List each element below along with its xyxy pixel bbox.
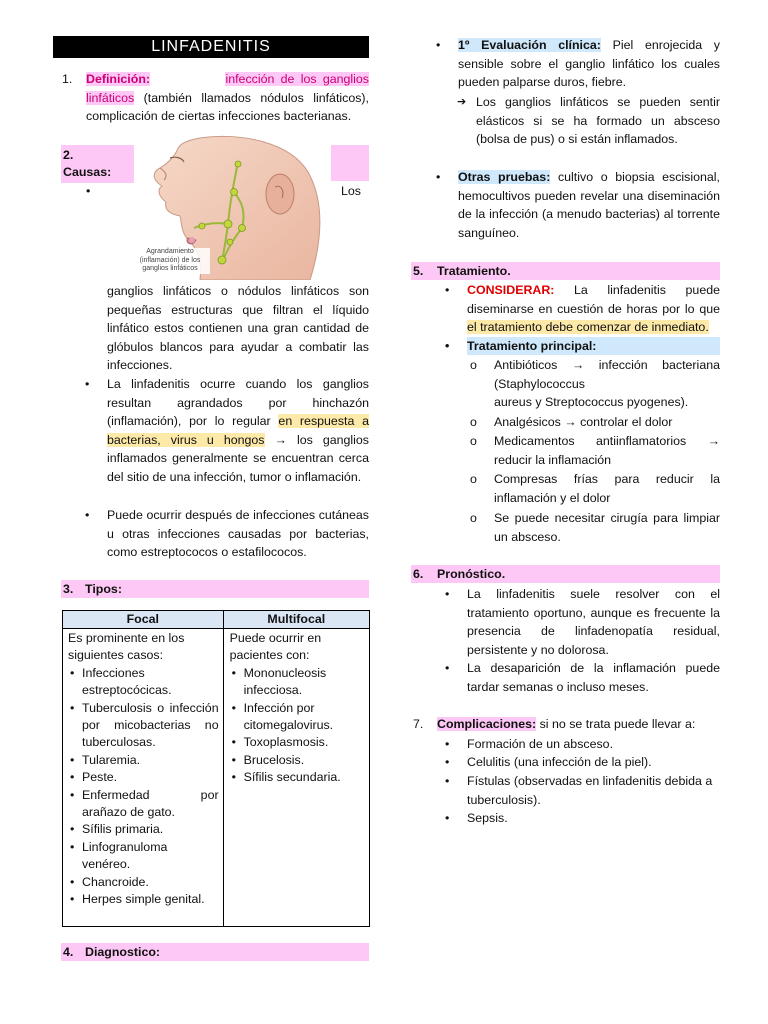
section-6-heading — [411, 565, 720, 583]
considerar-highlight: el tratamiento debe comenzar de inmediato. — [467, 320, 709, 335]
causes-b2-start: La linfadenitis ocurre cuando los ganglios resultan agrandados por hinchazón (inflamación), por lo regular — [107, 377, 369, 429]
complication-item: • Formación de un absceso. — [467, 735, 720, 754]
causes-b1-start: Los — [341, 184, 361, 198]
other-tests-text: cultivo o biopsia escisional, hemocultivos pueden revelar una diseminación de la infección (a menudo bacterias) al torrente sanguíneo. — [458, 170, 720, 240]
multifocal-cell — [223, 629, 369, 927]
focal-item: • Sífilis primaria. — [68, 821, 219, 838]
treatment-item: o Antibióticos → infección bacteriana (Staphylococcus — [494, 356, 720, 393]
focal-intro: Es prominente en los siguientes casos: — [68, 631, 185, 663]
diagnosis-bullet-2 — [458, 168, 720, 242]
focal-item: • Tularemia. — [68, 752, 219, 769]
treatment-principal-label: • Tratamiento principal: — [467, 337, 720, 355]
causes-bullet-3: • Puede ocurrir después de infecciones cutáneas u otras infecciones causadas por bacterias, como estreptococos o estafilococos. — [107, 506, 369, 562]
section-2-right-box — [331, 145, 369, 181]
col-focal-header: Focal — [63, 611, 224, 629]
clinical-eval-text: Piel enrojecida y sensible sobre el ganglio linfático los cuales pueden palparse duros, fiebre. — [458, 38, 720, 90]
focal-item: • Infecciones estreptocócicas. — [68, 665, 219, 700]
treatment-item: o Medicamentos antiinflamatorios → reducir la inflamación — [494, 432, 720, 469]
col-multifocal-header: Multifocal — [223, 611, 369, 629]
section-1-number: 1. — [62, 72, 73, 86]
complication-item: • Sepsis. — [467, 809, 720, 828]
focal-item: • Peste. — [68, 769, 219, 786]
section-2-number: 2. — [63, 148, 74, 162]
section-4-number: 4. — [63, 945, 74, 959]
types-table — [62, 610, 370, 927]
treatment-item: o Compresas frías para reducir la inflamación y el dolor — [494, 470, 720, 507]
complication-item: • Fístulas (observadas en linfadenitis debida a tuberculosis). — [467, 772, 720, 809]
causes-bullet-2 — [107, 375, 369, 487]
section-3-heading — [61, 580, 369, 598]
treatment-considerar — [467, 281, 720, 337]
multifocal-item: • Sífilis secundaria. — [230, 769, 365, 786]
complication-item: • Celulitis (una infección de la piel). — [467, 753, 720, 772]
section-3-label: Tipos: — [85, 582, 122, 596]
other-tests-label: Otras pruebas: — [458, 170, 551, 184]
focal-item: • Tuberculosis o infección por micobacterias no tuberculosas. — [68, 700, 219, 752]
multifocal-item: • Infección por citomegalovirus. — [230, 700, 365, 735]
section-7-label: Complicaciones: — [437, 717, 537, 731]
section-4-heading — [61, 943, 369, 961]
prognosis-bullet-1: • La linfadenitis suele resolver con el tratamiento oportuno, aunque es frecuente la presencia de linfadenopatía residual, persistente y no dolorosa. — [467, 585, 720, 659]
prognosis-bullet-2: • La desaparición de la inflamación puede tardar semanas o incluso meses. — [467, 659, 720, 696]
definition-rest: (también llamados nódulos linfáticos), complicación de ciertas infecciones bacterianas. — [86, 90, 369, 124]
section-2-label: Causas: — [63, 165, 112, 179]
focal-item: • Enfermedad por arañazo de gato. — [68, 787, 219, 822]
section-7-number: 7. — [413, 717, 424, 731]
bullet-marker: • — [86, 184, 91, 198]
focal-item: • Herpes simple genital. — [68, 891, 219, 908]
clinical-eval-label: 1º Evaluación clínica: — [458, 38, 601, 52]
section-7-intro: si no se trata puede llevar a: — [539, 717, 696, 731]
section-5-number: 5. — [413, 264, 424, 278]
considerar-text: La linfadenitis puede diseminarse en cuestión de horas por lo que — [467, 283, 720, 316]
focal-item: • Chancroide. — [68, 874, 219, 891]
section-5-label: Tratamiento. — [437, 264, 511, 278]
section-5-heading — [411, 262, 720, 280]
treatment-item-cont: aureus y Streptococcus pyogenes). — [494, 395, 689, 409]
multifocal-item: • Mononucleosis infecciosa. — [230, 665, 365, 700]
causes-bullet-1: ganglios linfáticos o nódulos linfáticos son pequeñas estructuras que filtran el líquido linfático estos contienen una gran cantidad de glóbulos blancos para ayudar a combatir las infecciones. — [107, 284, 369, 373]
figure-caption: Agrandamiento (inflamación) de los ganglios linfáticos — [130, 248, 210, 274]
multifocal-item: • Toxoplasmosis. — [230, 734, 365, 751]
diagnosis-bullet-1 — [458, 36, 720, 92]
section-6-label: Pronóstico. — [437, 567, 506, 581]
section-1-definition — [86, 70, 369, 126]
considerar-label: CONSIDERAR: — [467, 283, 555, 297]
section-7-heading — [437, 715, 720, 734]
multifocal-item: • Brucelosis. — [230, 752, 365, 769]
definition-highlight: infección de los ganglios linfáticos — [86, 72, 370, 105]
section-3-number: 3. — [63, 582, 74, 596]
section-6-number: 6. — [413, 567, 424, 581]
focal-cell — [63, 629, 224, 927]
treatment-item: o Se puede necesitar cirugía para limpiar un absceso. — [494, 509, 720, 546]
causes-b2-highlight: en respuesta a bacterias, virus u hongos — [107, 414, 369, 447]
section-4-label: Diagnostico: — [85, 945, 161, 959]
treatment-item: o Analgésicos → controlar el dolor — [494, 413, 720, 432]
diagnosis-sub-bullet: ➔ Los ganglios linfáticos se pueden sentir elásticos si se ha formado un absceso (bolsa de pus) o si están inflamados. — [476, 93, 720, 149]
causes-b2-end: → los ganglios inflamados generalmente se encuentran cerca del sitio de una infección, tumor o inflamación. — [107, 432, 369, 484]
page-title: LINFADENITIS — [53, 36, 369, 58]
multifocal-intro: Puede ocurrir en pacientes con: — [229, 631, 322, 663]
definition-label: Definición: — [86, 72, 151, 86]
focal-item: • Linfogranuloma venéreo. — [68, 839, 219, 874]
